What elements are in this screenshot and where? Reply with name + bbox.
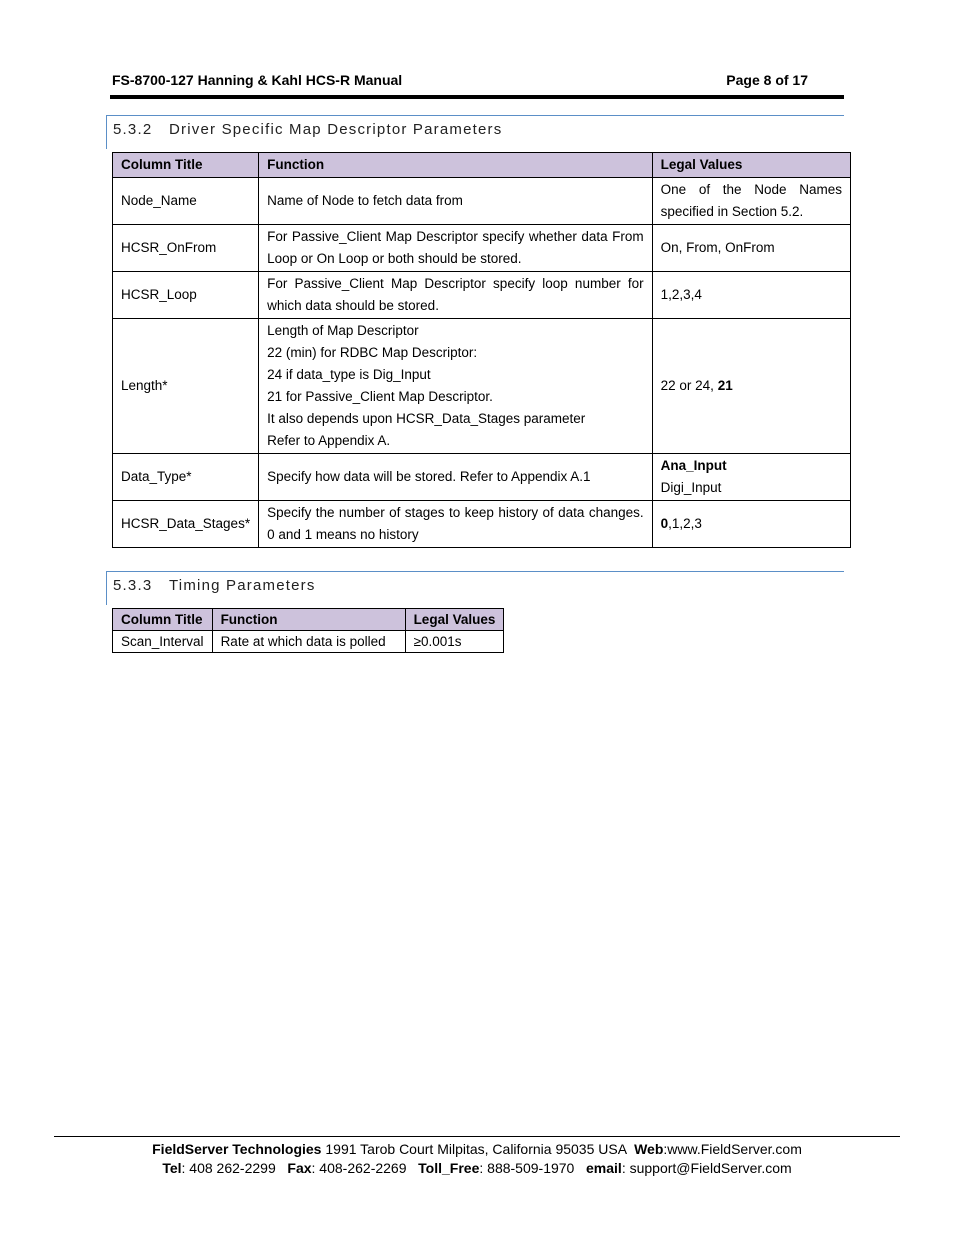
cell-legal-values: ≥0.001s (405, 631, 504, 653)
column-header: Column Title (113, 609, 213, 631)
table-row (113, 501, 851, 548)
cell-function: Specify how data will be stored. Refer to Appendix A.1 (259, 454, 653, 501)
function-line: Length of Map Descriptor (267, 323, 419, 338)
section-number: 5.3.3 (113, 577, 153, 594)
cell-legal-values (652, 454, 850, 501)
cell-legal-values (652, 501, 850, 548)
map-descriptor-parameters-table (112, 152, 851, 548)
header-rule (110, 95, 844, 99)
cell-column-title: Length* (113, 319, 259, 454)
timing-parameters-table (112, 608, 504, 653)
page-footer (0, 1140, 954, 1178)
tollfree-value: : 888-509-1970 (479, 1160, 587, 1176)
fax-value: : 408-262-2269 (311, 1160, 419, 1176)
cell-column-title: HCSR_OnFrom (113, 225, 259, 272)
column-header: Legal Values (405, 609, 504, 631)
legal-value-text: ,1,2,3 (668, 516, 702, 531)
column-header: Column Title (113, 153, 259, 178)
function-line: Refer to Appendix A. (267, 433, 391, 448)
table-row (113, 319, 851, 454)
cell-function: Specify the number of stages to keep history of data changes. 0 and 1 means no history (259, 501, 653, 548)
function-line: 21 for Passive_Client Map Descriptor. (267, 389, 493, 404)
section-title: Driver Specific Map Descriptor Parameters (169, 121, 503, 138)
function-line: It also depends upon HCSR_Data_Stages parameter (267, 411, 586, 426)
table-header-row (113, 609, 504, 631)
table-row (113, 178, 851, 225)
cell-legal-values: One of the Node Names specified in Section 5.2. (652, 178, 850, 225)
legal-value-text: Digi_Input (660, 480, 722, 495)
cell-column-title: Scan_Interval (113, 631, 213, 653)
tel-label: Tel (162, 1160, 182, 1176)
fax-label: Fax (287, 1160, 312, 1176)
function-line: 24 if data_type is Dig_Input (267, 367, 431, 382)
tollfree-label: Toll_Free (418, 1160, 480, 1176)
legal-value-text: 22 or 24, (660, 378, 718, 393)
section-heading-5-3-3 (106, 571, 844, 605)
column-header: Function (259, 153, 653, 178)
company-address: 1991 Tarob Court Milpitas, California 95035 USA (321, 1141, 635, 1157)
table-row (113, 631, 504, 653)
function-line: 22 (min) for RDBC Map Descriptor: (267, 345, 478, 360)
footer-rule (54, 1136, 900, 1137)
email-label: email (586, 1160, 622, 1176)
cell-legal-values (652, 319, 850, 454)
cell-legal-values: 1,2,3,4 (652, 272, 850, 319)
page-header (112, 72, 808, 88)
web-label: Web (634, 1141, 664, 1157)
document-title: FS-8700-127 Hanning & Kahl HCS-R Manual (112, 72, 403, 88)
table-header-row (113, 153, 851, 178)
section-title: Timing Parameters (169, 577, 316, 594)
section-number: 5.3.2 (113, 121, 153, 138)
cell-column-title: HCSR_Loop (113, 272, 259, 319)
cell-legal-values: On, From, OnFrom (652, 225, 850, 272)
cell-function: For Passive_Client Map Descriptor specify whether data From Loop or On Loop or both should be stored. (259, 225, 653, 272)
table-row (113, 454, 851, 501)
table-row (113, 272, 851, 319)
page-number: Page 8 of 17 (726, 72, 808, 88)
cell-function: Rate at which data is polled (212, 631, 405, 653)
cell-column-title: HCSR_Data_Stages* (113, 501, 259, 548)
company-name: FieldServer Technologies (152, 1141, 322, 1157)
legal-value-default: 21 (717, 378, 733, 393)
column-header: Function (212, 609, 405, 631)
cell-function (259, 319, 653, 454)
cell-column-title: Node_Name (113, 178, 259, 225)
column-header: Legal Values (652, 153, 850, 178)
footer-line-2 (0, 1159, 954, 1178)
email-link[interactable]: : support@FieldServer.com (621, 1160, 792, 1176)
table-row (113, 225, 851, 272)
legal-value-default: 0 (660, 516, 669, 531)
cell-function: Name of Node to fetch data from (259, 178, 653, 225)
footer-line-1 (0, 1140, 954, 1159)
legal-value-default: Ana_Input (660, 458, 727, 473)
cell-column-title: Data_Type* (113, 454, 259, 501)
section-heading-5-3-2 (106, 115, 844, 149)
web-link[interactable]: :www.FieldServer.com (663, 1141, 802, 1157)
cell-function: For Passive_Client Map Descriptor specify loop number for which data should be stored. (259, 272, 653, 319)
tel-value: : 408 262-2299 (181, 1160, 288, 1176)
